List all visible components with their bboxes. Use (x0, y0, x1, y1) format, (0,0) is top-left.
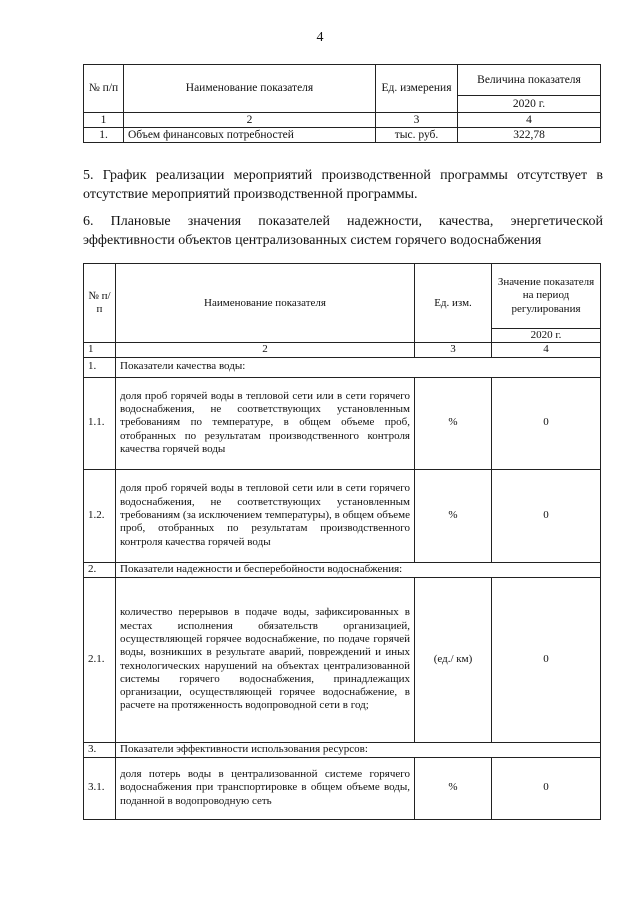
row-num: 2.1. (84, 577, 116, 742)
indicators-table (83, 263, 601, 820)
index-cell: 4 (458, 113, 601, 128)
header-unit: Ед. изм. (415, 264, 492, 343)
paragraph-6: 6. Плановые значения показателей надежности, качества, энергетической эффективности объектов централизованных систем горячего водоснабжения (83, 214, 603, 248)
header-unit: Ед. измерения (376, 65, 458, 113)
row-value: 0 (492, 469, 601, 562)
row-num: 1.2. (84, 469, 116, 562)
header-value: Величина показателя (458, 65, 601, 96)
financial-needs-table (83, 64, 601, 143)
index-cell: 3 (376, 113, 458, 128)
row-unit: % (415, 377, 492, 469)
index-cell: 4 (492, 343, 601, 357)
header-year: 2020 г. (458, 96, 601, 113)
row-num: 1.1. (84, 377, 116, 469)
paragraph-5: 5. График реализации мероприятий производственной программы отсутствует в отсутствие мероприятий производственной программы. (83, 168, 603, 202)
header-num: № п/п (84, 65, 124, 113)
row-name: доля проб горячей воды в тепловой сети или в сети горячего водоснабжения, не соответствующих установленным требованиям по температуре, в общем объеме проб, отобранных по результатам производственного контроля качества горячей воды (116, 377, 415, 469)
section-num: 2. (84, 562, 116, 577)
section-title: Показатели эффективности использования ресурсов: (116, 742, 601, 757)
index-cell: 2 (124, 113, 376, 128)
row-unit: % (415, 757, 492, 819)
index-cell: 2 (116, 343, 415, 357)
row-name: доля проб горячей воды в тепловой сети или в сети горячего водоснабжения, не соответствующих установленным требованиям (за исключением температуры), в общем объеме проб, отобранных по результатам производственного контроля качества горячей воды (116, 469, 415, 562)
section-title: Показатели качества воды: (116, 357, 601, 377)
header-value: Значение показателя на период регулирования (492, 264, 601, 329)
index-cell: 1 (84, 113, 124, 128)
index-cell: 3 (415, 343, 492, 357)
row-value: 0 (492, 577, 601, 742)
header-name: Наименование показателя (116, 264, 415, 343)
row-num: 1. (84, 128, 124, 143)
header-year: 2020 г. (492, 329, 601, 343)
index-cell: 1 (84, 343, 116, 357)
row-num: 3.1. (84, 757, 116, 819)
row-unit: % (415, 469, 492, 562)
row-value: 0 (492, 757, 601, 819)
row-name: Объем финансовых потребностей (124, 128, 376, 143)
section-num: 1. (84, 357, 116, 377)
row-unit: (ед./ км) (415, 577, 492, 742)
page-number: 4 (316, 30, 324, 45)
row-unit: тыс. руб. (376, 128, 458, 143)
row-name: доля потерь воды в централизованной системе горячего водоснабжения при транспортировке в общем объеме воды, поданной в водопроводную сеть (116, 757, 415, 819)
row-value: 0 (492, 377, 601, 469)
header-name: Наименование показателя (124, 65, 376, 113)
section-num: 3. (84, 742, 116, 757)
header-num: № п/п (84, 264, 116, 343)
row-name: количество перерывов в подаче воды, зафиксированных в местах исполнения обязательств организацией, осуществляющей горячее водоснабжение, по подаче горячей воды, возникших в результате аварий, повреждений и иных технологических нарушений на объектах централизованной системы горячего водоснабжения, принадлежащих организации, осуществляющей горячее водоснабжение, в расчете на протяженность водопроводной сети в год; (116, 577, 415, 742)
row-value: 322,78 (458, 128, 601, 143)
section-title: Показатели надежности и бесперебойности водоснабжения: (116, 562, 601, 577)
